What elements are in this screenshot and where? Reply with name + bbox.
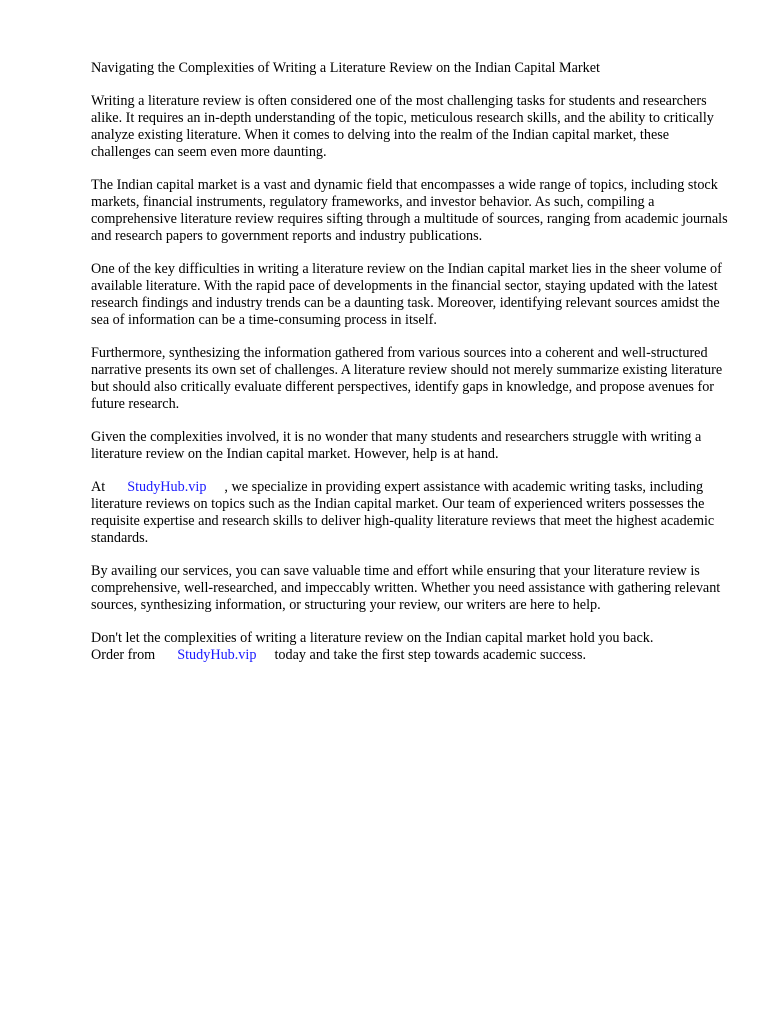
- paragraph-studyhub-intro: [91, 479, 731, 547]
- order-suffix: today and take the first step towards academic success.: [274, 647, 587, 663]
- paragraph-closing: [91, 630, 731, 664]
- paragraph-intro: Writing a literature review is often considered one of the most challenging tasks for students and researchers alike. It requires an in-depth understanding of the topic, meticulous research skills, and the ability to critically analyze existing literature. When it comes to delving into the realm of the Indian capital market, these challenges can seem even more daunting.: [91, 93, 714, 160]
- studyhub-link[interactable]: StudyHub.vip: [127, 479, 207, 495]
- at-prefix: At: [91, 479, 106, 495]
- paragraph-market-overview: The Indian capital market is a vast and dynamic field that encompasses a wide range of topics, including stock markets, financial instruments, regulatory frameworks, and investor behavior. As such, compiling a comprehensive literature review requires sifting through a multitude of sources, ranging from academic journals and research papers to government reports and industry publications.: [91, 177, 728, 244]
- order-prefix: Order from: [91, 647, 156, 663]
- closing-line: Don't let the complexities of writing a literature review on the Indian capital market hold you back.: [91, 630, 654, 646]
- paragraph-services: By availing our services, you can save valuable time and effort while ensuring that your literature review is comprehensive, well-researched, and impeccably written. Whether you need assistance with gathering relevant sources, synthesizing information, or structuring your review, our writers are here to help.: [91, 563, 721, 613]
- document-title: Navigating the Complexities of Writing a Literature Review on the Indian Capital Market: [91, 60, 600, 76]
- at-suffix: , we specialize in providing expert assistance with academic writing tasks, including literature reviews on topics such as the Indian capital market. Our team of experienced writers possesses the requisite expertise and research skills to deliver high-quality literature reviews that meet the highest academic standards.: [91, 479, 715, 546]
- paragraph-help-at-hand: Given the complexities involved, it is no wonder that many students and researchers struggle with writing a literature review on the Indian capital market. However, help is at hand.: [91, 429, 702, 462]
- paragraph-key-difficulties: One of the key difficulties in writing a literature review on the Indian capital market lies in the sheer volume of available literature. With the rapid pace of developments in the financial sector, staying updated with the latest research findings and industry trends can be a daunting task. Moreover, identifying relevant sources amidst the sea of information can be a time-consuming process in itself.: [91, 261, 722, 328]
- document-page: [91, 60, 731, 680]
- paragraph-synthesizing: Furthermore, synthesizing the information gathered from various sources into a coherent and well-structured narrative presents its own set of challenges. A literature review should not merely summarize existing literature but should also critically evaluate different perspectives, identify gaps in knowledge, and propose avenues for future research.: [91, 345, 723, 412]
- studyhub-order-link[interactable]: StudyHub.vip: [177, 647, 257, 663]
